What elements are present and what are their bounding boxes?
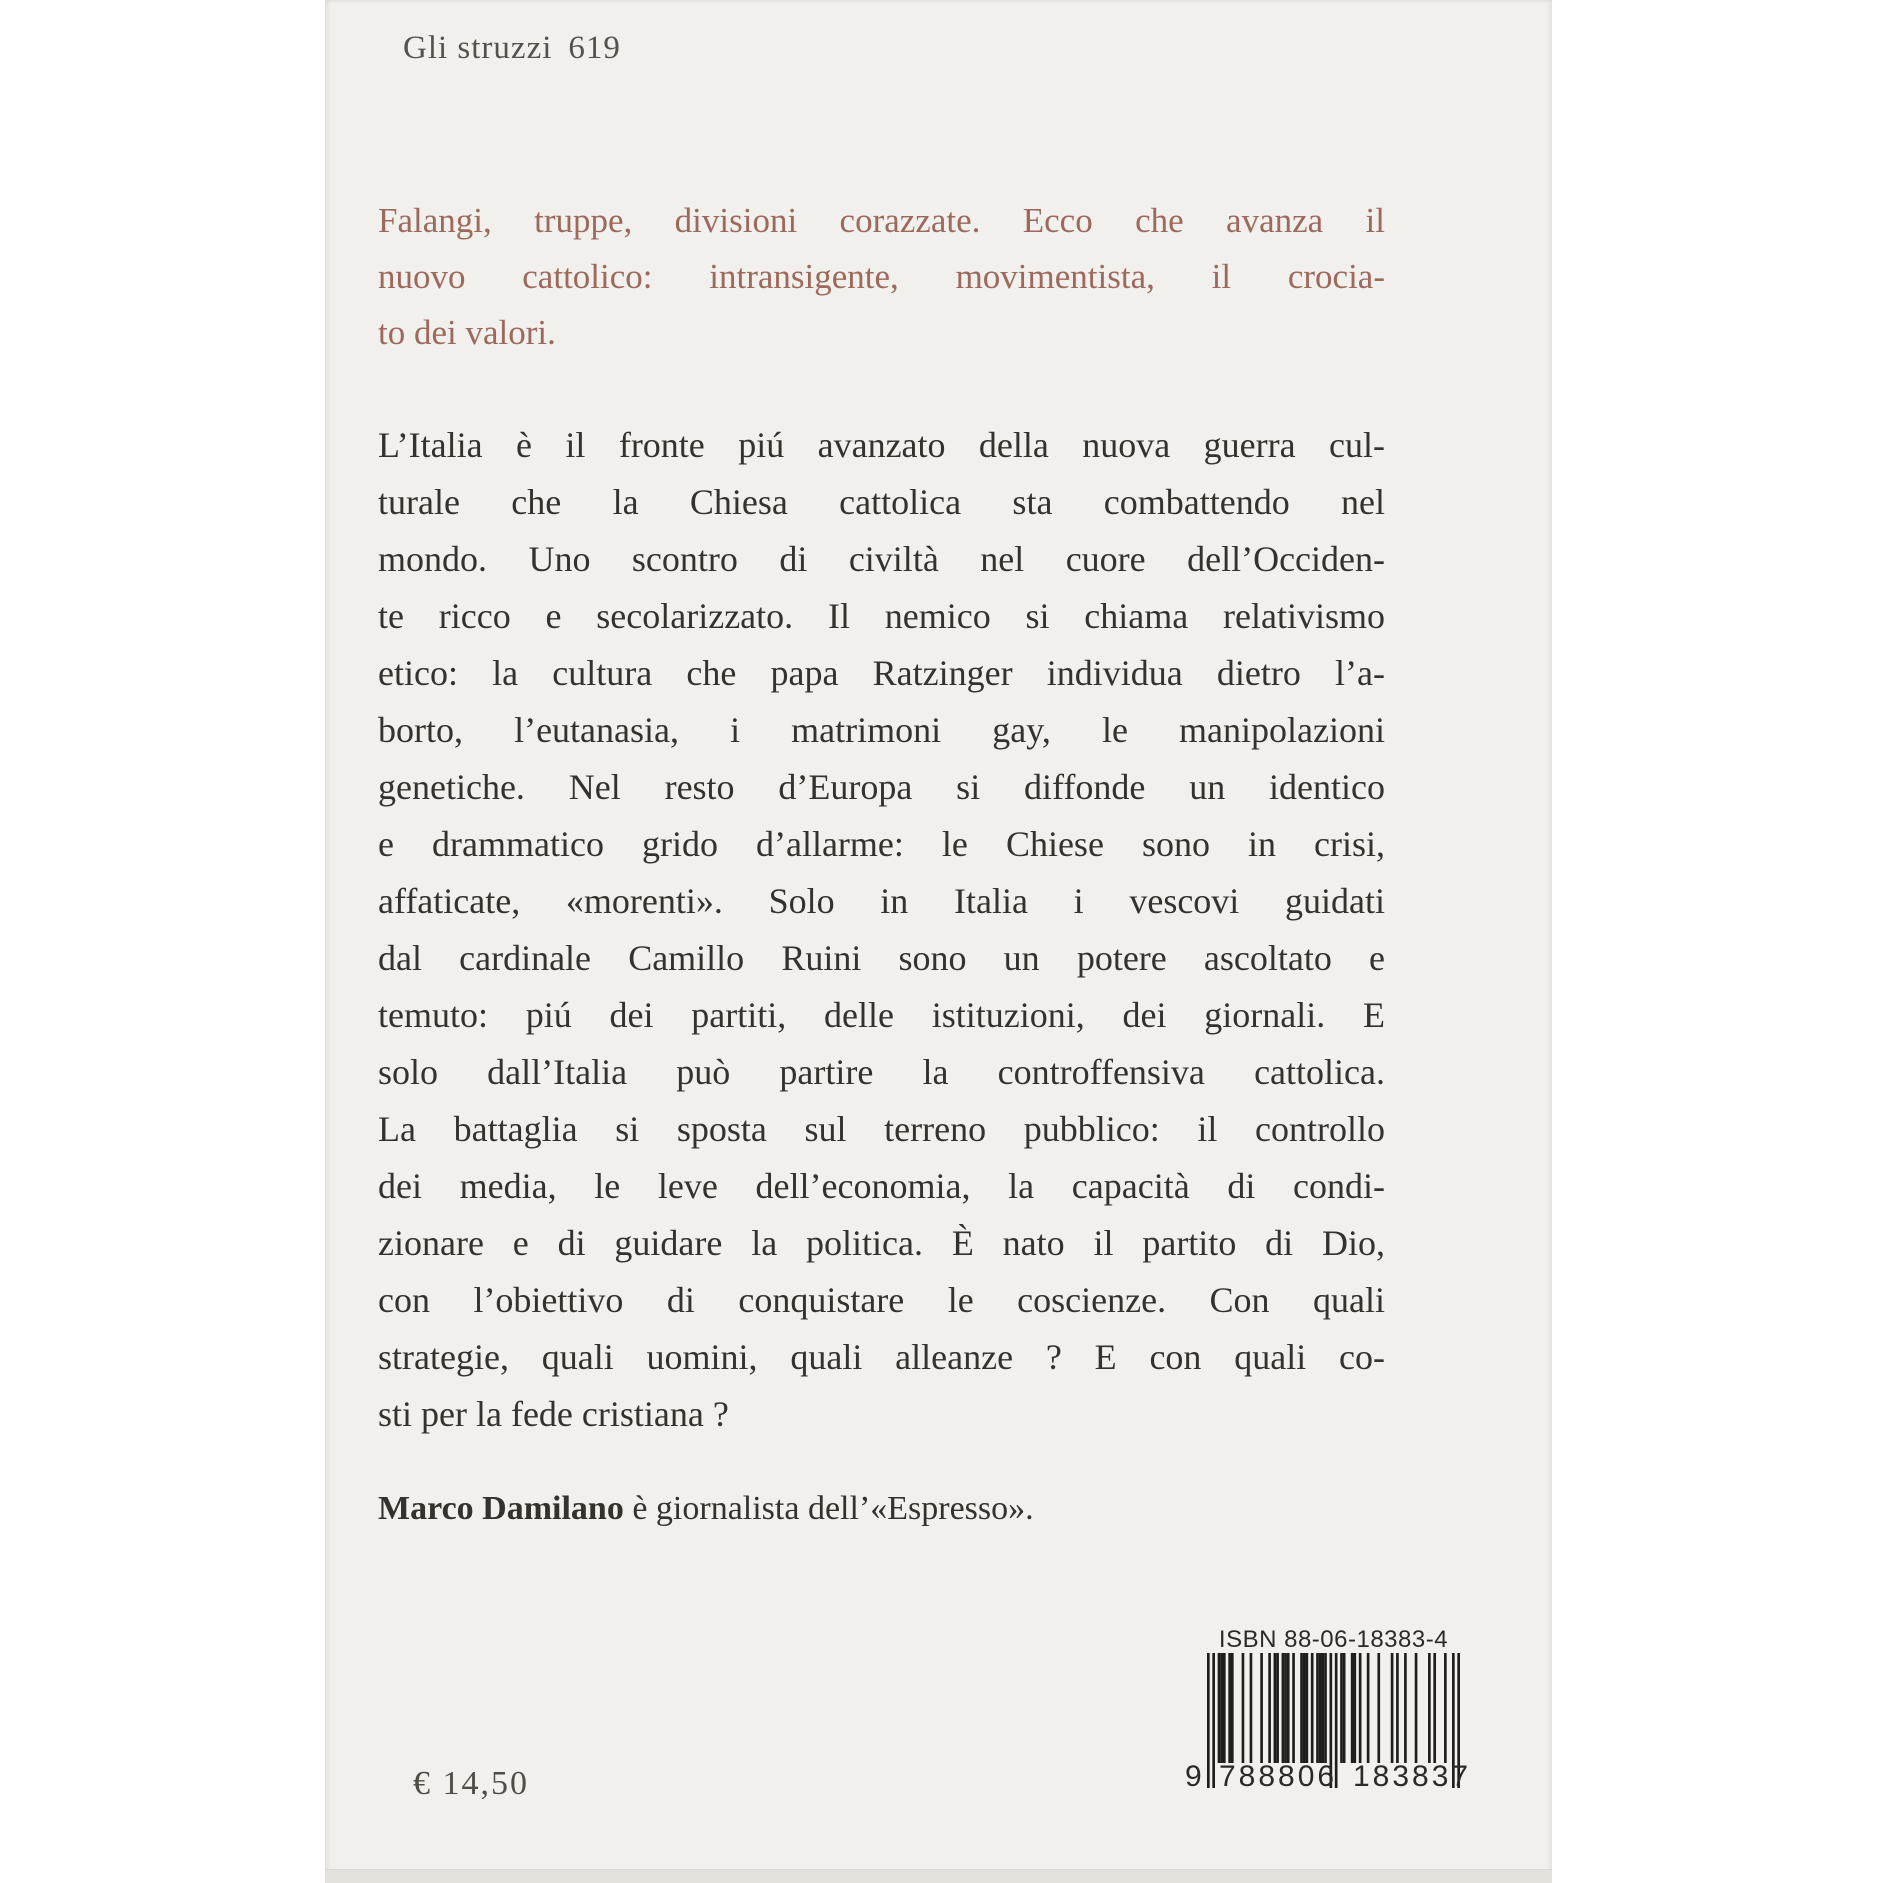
blurb-line: strategie, quali uomini, quali alleanze ? E con quali co-: [378, 1337, 1385, 1377]
blurb-line: temuto: piú dei partiti, delle istituzioni, dei giornali. E: [378, 995, 1385, 1035]
blurb-line: borto, l’eutanasia, i matrimoni gay, le manipolazioni: [378, 710, 1385, 750]
blurb-line: e drammatico grido d’allarme: le Chiese sono in crisi,: [378, 824, 1385, 864]
author-name: Marco Damilano: [378, 1490, 624, 1527]
author-note: [378, 1488, 1385, 1530]
series-number: 619: [568, 30, 621, 66]
blurb-line: con l’obiettivo di conquistare le coscienze. Con quali: [378, 1280, 1385, 1320]
series-name: Gli struzzi: [403, 30, 553, 66]
blurb-line: L’Italia è il fronte piú avanzato della nuova guerra cul-: [378, 425, 1385, 465]
ean-digits-right: 183837: [1353, 1760, 1472, 1793]
ean-digits-left: 788806: [1219, 1760, 1338, 1793]
blurb-line: affaticate, «morenti». Solo in Italia i vescovi guidati: [378, 881, 1385, 921]
blurb-line: sti per la fede cristiana ?: [378, 1394, 729, 1434]
blurb-line: dei media, le leve dell’economia, la capacità di condi-: [378, 1166, 1385, 1206]
book-page-edge: [325, 1869, 1552, 1883]
blurb-line: solo dall’Italia può partire la controffensiva cattolica.: [378, 1052, 1385, 1092]
blurb-line: La battaglia si sposta sul terreno pubblico: il controllo: [378, 1109, 1385, 1149]
blurb-line: zionare e di guidare la politica. È nato il partito di Dio,: [378, 1223, 1385, 1263]
ean-digit-lead: 9: [1185, 1760, 1205, 1793]
series-title: [403, 30, 621, 67]
blurb-paragraph: [378, 417, 1385, 1443]
blurb-line: te ricco e secolarizzato. Il nemico si chiama relativismo: [378, 596, 1385, 636]
isbn-label: ISBN 88-06-18383-4: [1218, 1626, 1449, 1653]
tagline-line: to dei valori.: [378, 313, 556, 352]
blurb-line: mondo. Uno scontro di civiltà nel cuore dell’Occiden-: [378, 539, 1385, 579]
author-note-text: è giornalista dell’«Espresso».: [623, 1490, 1034, 1527]
book-back-cover: [325, 0, 1552, 1883]
isbn-block: [1185, 1626, 1475, 1801]
price-label: € 14,50: [413, 1765, 529, 1802]
tagline-line: nuovo cattolico: intransigente, movimentista, il crocia-: [378, 257, 1385, 296]
tagline-paragraph: [378, 193, 1385, 361]
blurb-line: turale che la Chiesa cattolica sta combattendo nel: [378, 482, 1385, 522]
blurb-line: dal cardinale Camillo Ruini sono un potere ascoltato e: [378, 938, 1385, 978]
blurb-line: genetiche. Nel resto d’Europa si diffonde un identico: [378, 767, 1385, 807]
tagline-line: Falangi, truppe, divisioni corazzate. Ecco che avanza il: [378, 201, 1385, 240]
blurb-line: etico: la cultura che papa Ratzinger individua dietro l’a-: [378, 653, 1385, 693]
